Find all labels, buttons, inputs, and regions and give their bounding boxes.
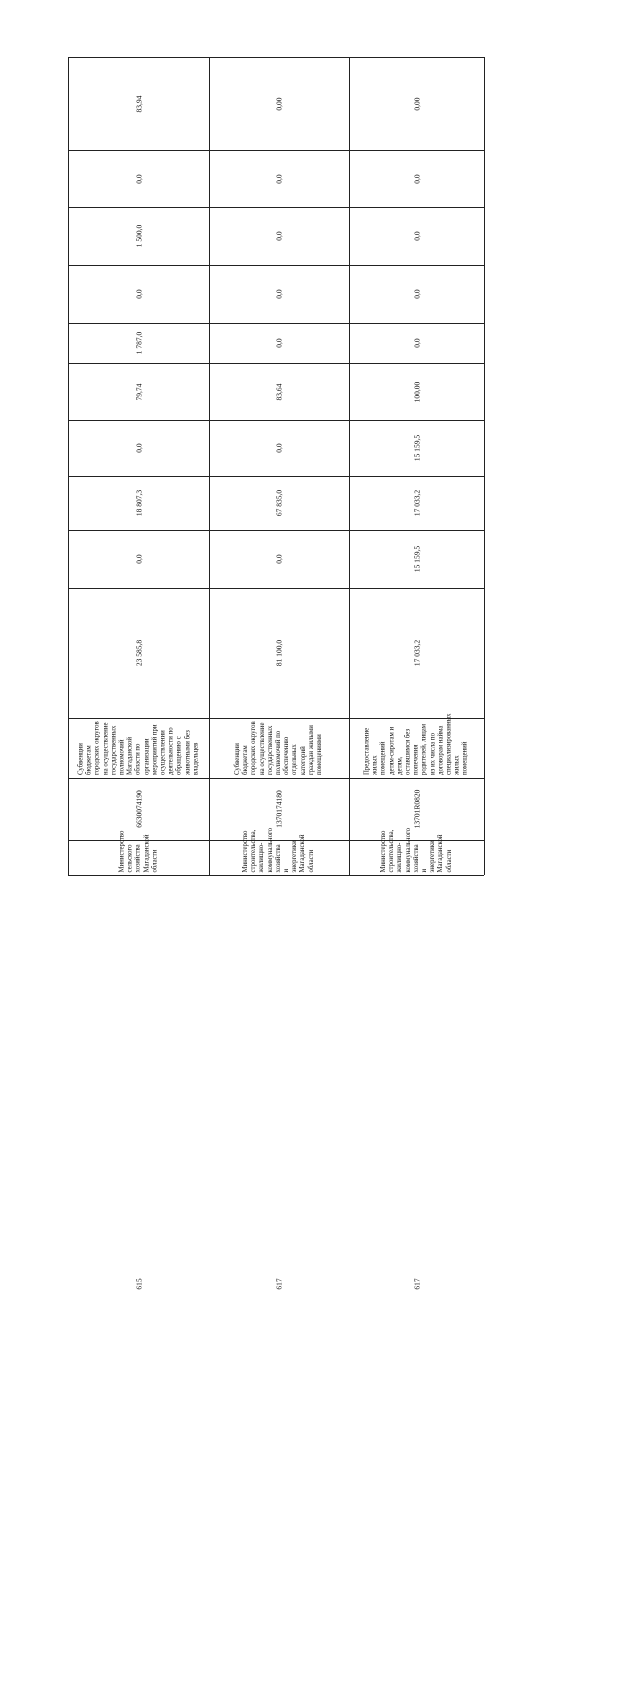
cell-text-pct2: 0,00 [412, 96, 421, 111]
cell-pct2 [209, 57, 349, 150]
cell-text-v8: 0,0 [134, 173, 143, 184]
cell-description [68, 718, 209, 778]
cell-kbk [68, 778, 209, 840]
cell-text-v5: 0,0 [274, 338, 284, 348]
cell-text-v5: 1 787,0 [134, 331, 143, 355]
cell-pct [68, 363, 209, 420]
cell-text-kbk: 13701R0820 [412, 789, 421, 829]
cell-text-pct: 79,74 [134, 383, 143, 400]
cell-ministry [349, 827, 484, 875]
cell-v2 [68, 530, 209, 588]
cell-text-v2: 0,0 [134, 554, 143, 564]
cell-v8 [209, 150, 349, 207]
cell-text-description: Субвенции бюджетам городских округов на осуществление государственных полномочий по обеспечению отдельных категорий граждан жилыми помещениями [233, 721, 323, 775]
cell-text-description: Субвенции бюджетам городских округов на осуществление государственных полномочий Магаданской области по организации мероприятий при осуществлении деятельности по обращению с животными без владельцев [76, 721, 199, 775]
cell-text-pct2: 0,00 [274, 96, 284, 111]
cell-code [209, 875, 349, 1693]
cell-description [349, 713, 484, 778]
cell-text-v6: 0,0 [412, 289, 421, 299]
cell-v7 [209, 207, 349, 265]
cell-ministry [68, 830, 209, 875]
cell-code [68, 875, 209, 1693]
cell-v5 [68, 323, 209, 363]
cell-text-code: 617 [412, 1278, 421, 1290]
cell-text-v3: 67 835,0 [274, 489, 284, 517]
cell-v1 [349, 588, 484, 718]
cell-text-pct: 83,64 [274, 383, 284, 400]
cell-v5 [349, 323, 484, 363]
cell-text-pct2: 83,94 [134, 95, 143, 112]
cell-kbk [349, 778, 484, 840]
cell-pct [209, 363, 349, 420]
cell-text-v3: 17 033,2 [412, 489, 421, 517]
cell-text-v1: 23 585,8 [134, 639, 143, 667]
cell-text-ministry: Министерство сельского хозяйства Магаданской области [117, 830, 158, 872]
cell-v2 [209, 530, 349, 588]
table-row [209, 57, 349, 1290]
cell-text-pct: 100,00 [412, 381, 421, 402]
cell-kbk [209, 778, 349, 840]
cell-text-v7: 0,0 [274, 231, 284, 241]
cell-v4 [349, 420, 484, 476]
cell-v3 [68, 476, 209, 530]
table-row [68, 57, 209, 1290]
cell-text-code: 617 [274, 1278, 284, 1290]
cell-v1 [209, 588, 349, 718]
cell-text-v5: 0,0 [412, 338, 421, 348]
cell-ministry [209, 827, 349, 875]
cell-text-ministry: Министерство строительства, жилищно-коммунального хозяйства и энергетики Магаданской области [242, 827, 315, 872]
cell-text-ministry: Министерство строительства, жилищно-коммунального хозяйства и энергетики Магаданской области [379, 827, 453, 872]
cell-text-v2: 15 159,5 [412, 545, 421, 573]
cell-v8 [349, 150, 484, 207]
cell-v7 [68, 207, 209, 265]
cell-text-v6: 0,0 [134, 289, 143, 299]
cell-text-v4: 15 159,5 [412, 434, 421, 462]
cell-v3 [209, 476, 349, 530]
table-row [349, 57, 484, 1290]
cell-v6 [68, 265, 209, 323]
cell-v7 [349, 207, 484, 265]
cell-text-code: 615 [134, 1278, 143, 1290]
cell-text-v4: 0,0 [134, 443, 143, 453]
cell-v1 [68, 588, 209, 718]
cell-description [209, 718, 349, 778]
table-border-right [484, 57, 485, 875]
cell-text-kbk: 6630074190 [134, 790, 143, 828]
cell-v4 [68, 420, 209, 476]
cell-text-kbk: 1370174180 [274, 790, 284, 828]
cell-pct2 [349, 57, 484, 150]
cell-v6 [209, 265, 349, 323]
cell-v5 [209, 323, 349, 363]
cell-text-v6: 0,0 [274, 289, 284, 299]
cell-text-v8: 0,0 [412, 173, 421, 184]
cell-text-description: Предоставление жилых помещений детям-сиротам и детям, оставшимся без попечения родителей, лицам из их числа по договорам найма специализированных жилых помещений [363, 713, 469, 775]
cell-v8 [68, 150, 209, 207]
cell-pct2 [68, 57, 209, 150]
cell-pct [349, 363, 484, 420]
cell-text-v3: 18 807,3 [134, 489, 143, 517]
cell-text-v2: 0,0 [274, 554, 284, 564]
cell-v2 [349, 530, 484, 588]
cell-text-v1: 17 033,2 [412, 639, 421, 667]
cell-v3 [349, 476, 484, 530]
cell-v4 [209, 420, 349, 476]
cell-v6 [349, 265, 484, 323]
cell-text-v4: 0,0 [274, 443, 284, 453]
cell-text-v8: 0,0 [274, 173, 284, 184]
cell-text-v7: 0,0 [412, 231, 421, 241]
cell-text-v7: 1 500,0 [134, 224, 143, 248]
cell-text-v1: 81 100,0 [274, 639, 284, 667]
cell-code [349, 875, 484, 1693]
